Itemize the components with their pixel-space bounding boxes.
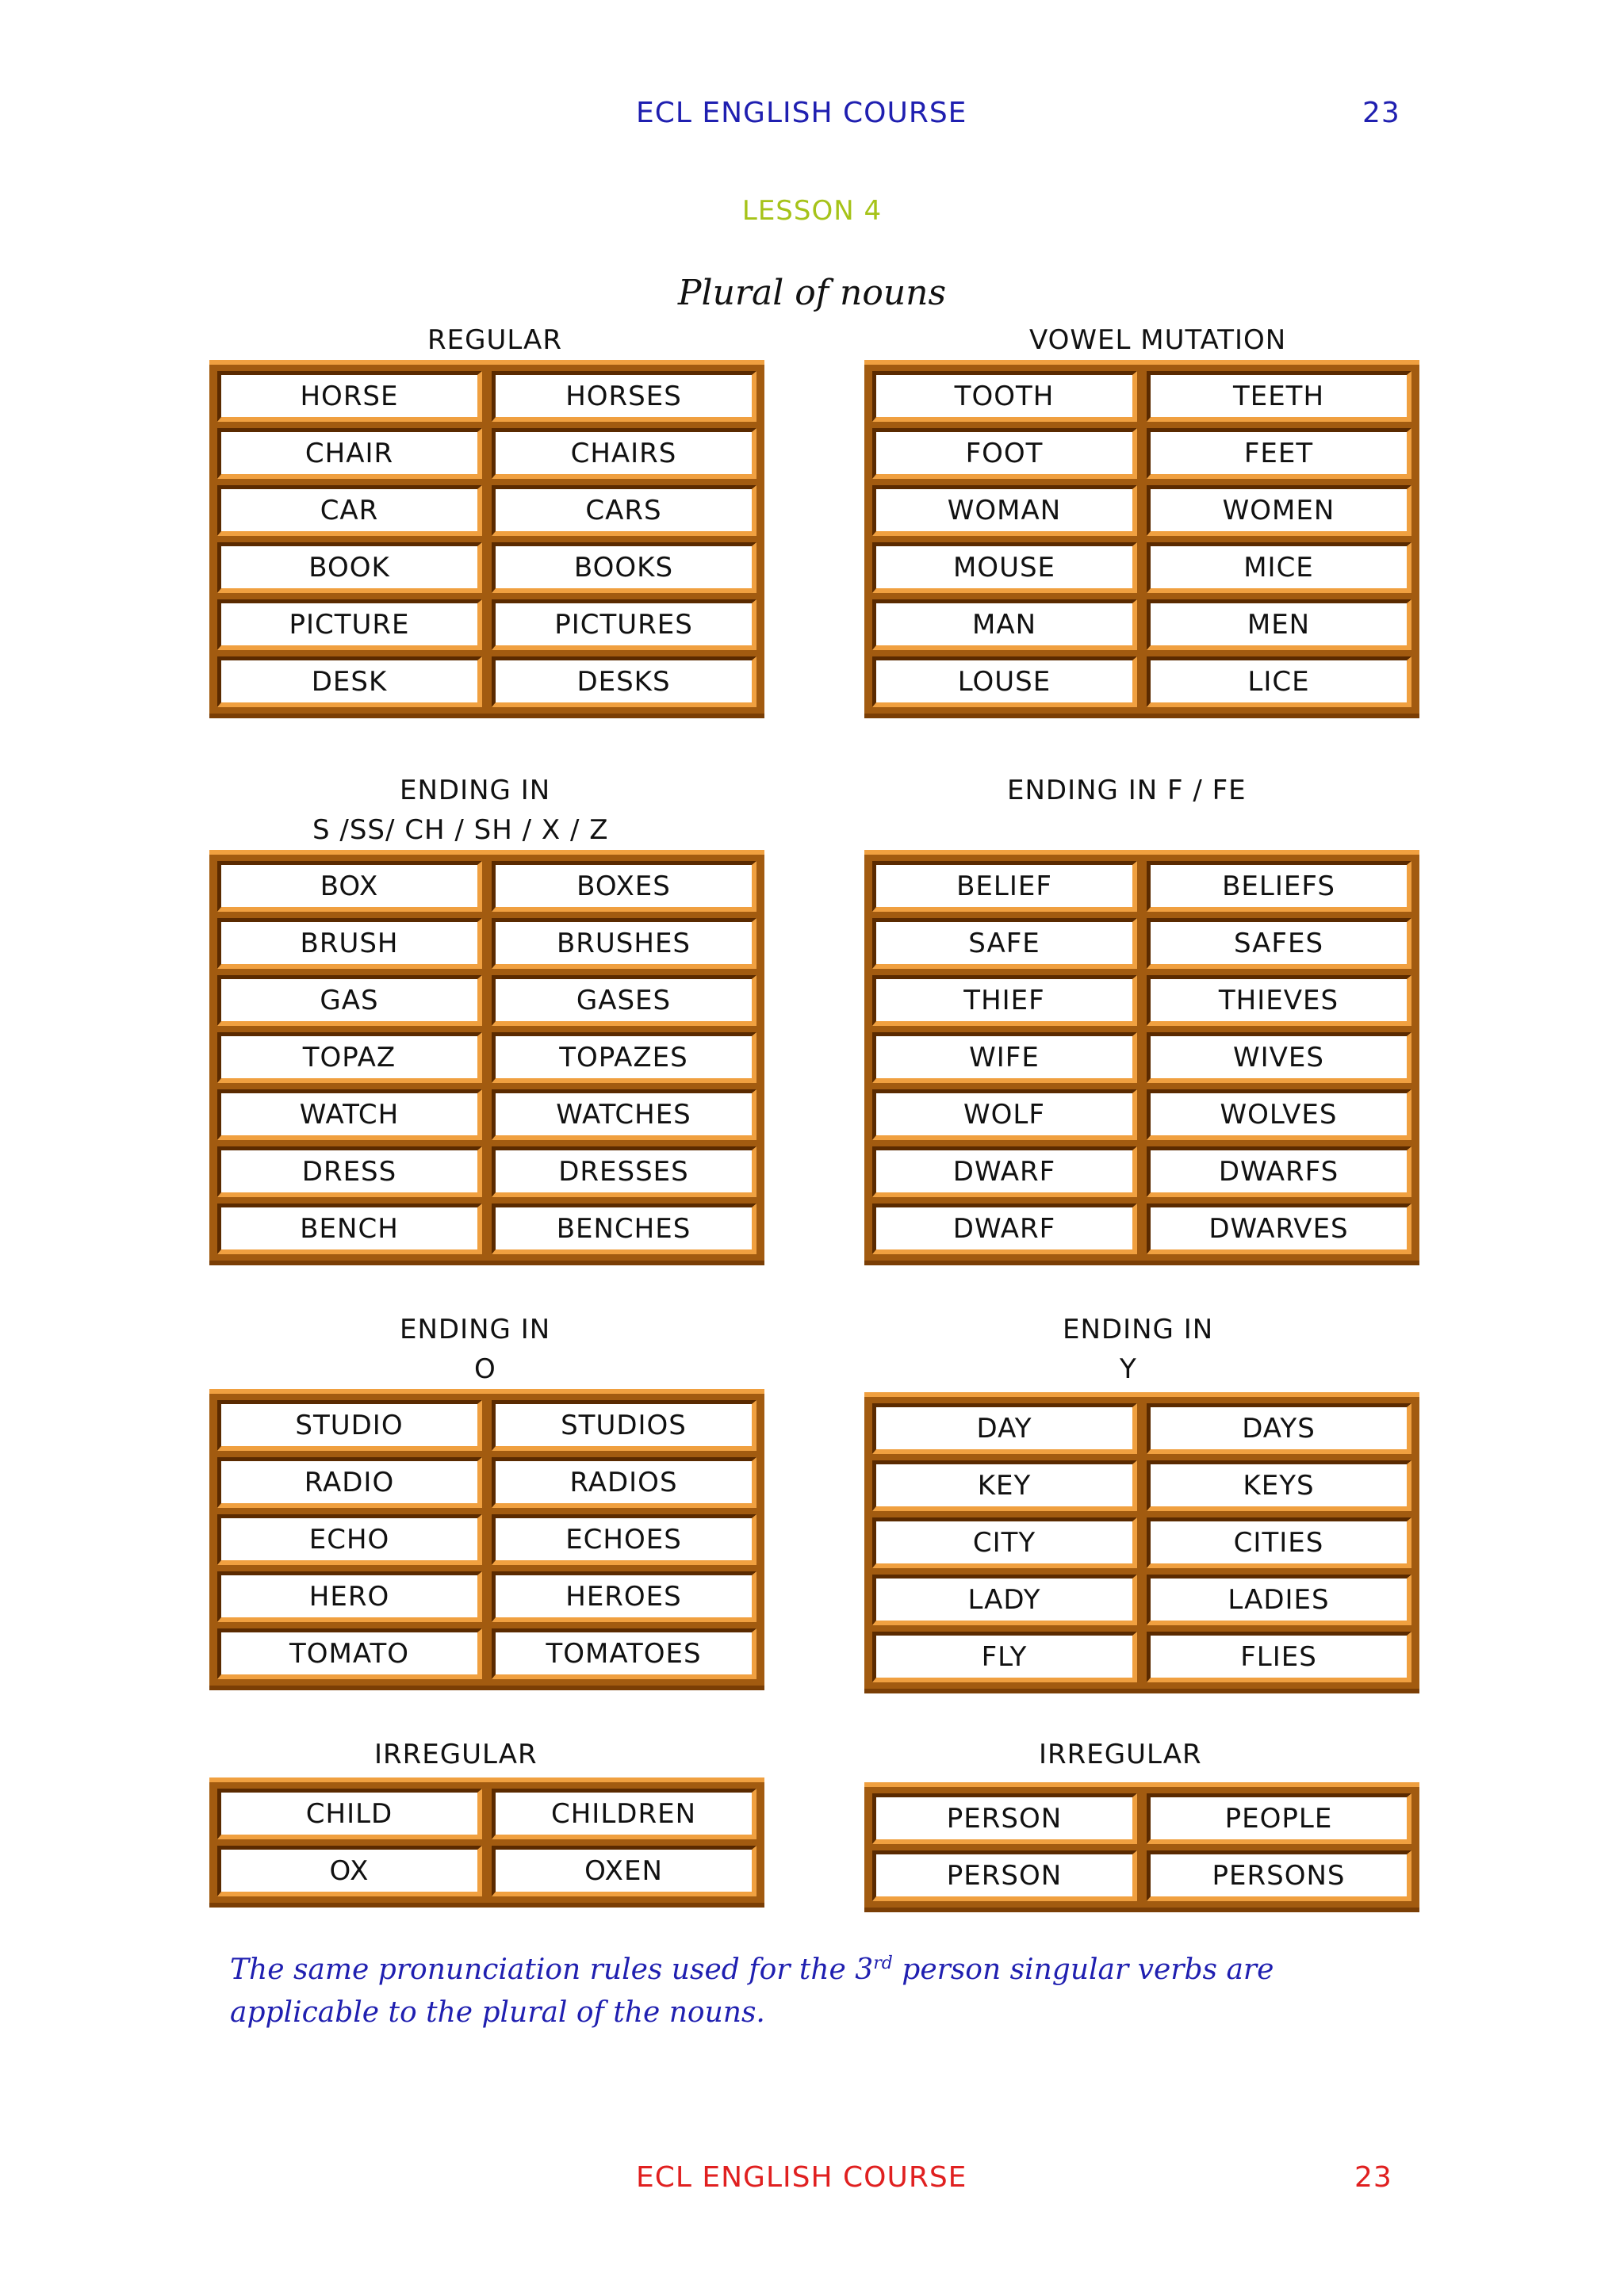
- singular-cell: WOMAN: [872, 485, 1137, 536]
- plural-cell: TOPAZES: [492, 1032, 756, 1083]
- table-row: [872, 1203, 1411, 1254]
- section-heading: REGULAR: [427, 324, 562, 356]
- plural-cell: DESKS: [492, 656, 756, 707]
- singular-cell: DRESS: [217, 1146, 482, 1197]
- plural-cell: ECHOES: [492, 1514, 756, 1565]
- plural-cell: GASES: [492, 975, 756, 1026]
- singular-cell: HORSE: [217, 371, 482, 422]
- plural-cell: PEOPLE: [1147, 1793, 1411, 1844]
- singular-cell: GAS: [217, 975, 482, 1026]
- plural-cell: THIEVES: [1147, 975, 1411, 1026]
- table-row: [217, 428, 756, 479]
- table-row: [872, 1575, 1411, 1625]
- singular-cell: TOOTH: [872, 371, 1137, 422]
- singular-cell: LADY: [872, 1575, 1137, 1625]
- word-table: [209, 360, 764, 718]
- plural-cell: FLIES: [1147, 1632, 1411, 1682]
- singular-cell: STUDIO: [217, 1400, 482, 1451]
- table-row: [872, 861, 1411, 912]
- section-regular: [209, 320, 764, 718]
- plural-cell: CHAIRS: [492, 428, 756, 479]
- plural-cell: BOXES: [492, 861, 756, 912]
- table-row: [217, 918, 756, 969]
- section-subheading: S /SS/ CH / SH / X / Z: [312, 814, 609, 846]
- singular-cell: HERO: [217, 1571, 482, 1622]
- table-row: [872, 1632, 1411, 1682]
- plural-cell: PERSONS: [1147, 1850, 1411, 1901]
- plural-cell: BENCHES: [492, 1203, 756, 1254]
- table-row: [217, 1789, 756, 1839]
- singular-cell: ECHO: [217, 1514, 482, 1565]
- singular-cell: CAR: [217, 485, 482, 536]
- table-row: [872, 542, 1411, 593]
- table-row: [872, 1793, 1411, 1844]
- table-row: [872, 1032, 1411, 1083]
- section-subheading: O: [474, 1353, 496, 1385]
- table-row: [217, 1571, 756, 1622]
- plural-cell: LADIES: [1147, 1575, 1411, 1625]
- table-row: [217, 975, 756, 1026]
- section-ending-sibilant: [209, 771, 764, 1265]
- word-table: [864, 360, 1419, 718]
- section-ending-y: [864, 1310, 1419, 1693]
- table-row: [872, 656, 1411, 707]
- table-row: [872, 975, 1411, 1026]
- singular-cell: BOX: [217, 861, 482, 912]
- pronunciation-note: [230, 1942, 1404, 2034]
- plural-cell: SAFES: [1147, 918, 1411, 969]
- table-row: [872, 918, 1411, 969]
- footer-page-number: 23: [1354, 2161, 1392, 2194]
- table-row: [217, 1400, 756, 1451]
- table-row: [217, 599, 756, 650]
- singular-cell: FLY: [872, 1632, 1137, 1682]
- plural-cell: HEROES: [492, 1571, 756, 1622]
- section-ending-o: [209, 1310, 764, 1690]
- singular-cell: DESK: [217, 656, 482, 707]
- section-heading: IRREGULAR: [1039, 1739, 1202, 1770]
- table-row: [872, 1403, 1411, 1454]
- plural-cell: DWARFS: [1147, 1146, 1411, 1197]
- singular-cell: THIEF: [872, 975, 1137, 1026]
- singular-cell: LOUSE: [872, 656, 1137, 707]
- singular-cell: DAY: [872, 1403, 1137, 1454]
- plural-cell: BELIEFS: [1147, 861, 1411, 912]
- table-row: [872, 1089, 1411, 1140]
- footer-title: ECL ENGLISH COURSE: [636, 2161, 967, 2194]
- section-vowel-mutation: [864, 320, 1419, 718]
- singular-cell: TOMATO: [217, 1628, 482, 1679]
- plural-cell: RADIOS: [492, 1457, 756, 1508]
- note-text-start: The same pronunciation rules used for the 3: [230, 1954, 874, 1986]
- singular-cell: MOUSE: [872, 542, 1137, 593]
- section-heading: IRREGULAR: [374, 1739, 538, 1770]
- table-row: [872, 1517, 1411, 1568]
- plural-cell: DWARVES: [1147, 1203, 1411, 1254]
- singular-cell: PICTURE: [217, 599, 482, 650]
- singular-cell: CHAIR: [217, 428, 482, 479]
- plural-cell: LICE: [1147, 656, 1411, 707]
- word-table: [864, 850, 1419, 1265]
- word-table: [209, 1389, 764, 1690]
- section-irregular-2: [864, 1735, 1419, 1912]
- singular-cell: CITY: [872, 1517, 1137, 1568]
- section-ending-f-fe: [864, 771, 1419, 1265]
- plural-cell: STUDIOS: [492, 1400, 756, 1451]
- section-heading: ENDING IN: [1063, 1314, 1214, 1345]
- singular-cell: DWARF: [872, 1203, 1137, 1254]
- plural-cell: KEYS: [1147, 1460, 1411, 1511]
- singular-cell: BENCH: [217, 1203, 482, 1254]
- table-row: [872, 1850, 1411, 1901]
- table-row: [217, 656, 756, 707]
- plural-cell: MEN: [1147, 599, 1411, 650]
- table-row: [217, 1203, 756, 1254]
- plural-cell: BOOKS: [492, 542, 756, 593]
- plural-cell: OXEN: [492, 1846, 756, 1896]
- table-row: [217, 1032, 756, 1083]
- word-table: [209, 850, 764, 1265]
- plural-cell: TOMATOES: [492, 1628, 756, 1679]
- table-row: [872, 485, 1411, 536]
- plural-cell: WATCHES: [492, 1089, 756, 1140]
- singular-cell: BRUSH: [217, 918, 482, 969]
- page-title: Plural of nouns: [677, 273, 947, 313]
- plural-cell: DRESSES: [492, 1146, 756, 1197]
- singular-cell: WOLF: [872, 1089, 1137, 1140]
- table-row: [217, 542, 756, 593]
- singular-cell: BELIEF: [872, 861, 1137, 912]
- table-row: [217, 1457, 756, 1508]
- section-heading: VOWEL MUTATION: [1029, 324, 1287, 356]
- table-row: [872, 1460, 1411, 1511]
- word-table: [864, 1782, 1419, 1912]
- table-row: [217, 1628, 756, 1679]
- section-heading: ENDING IN: [400, 1314, 551, 1345]
- table-row: [217, 1146, 756, 1197]
- plural-cell: BRUSHES: [492, 918, 756, 969]
- plural-cell: PICTURES: [492, 599, 756, 650]
- plural-cell: DAYS: [1147, 1403, 1411, 1454]
- singular-cell: FOOT: [872, 428, 1137, 479]
- section-heading: ENDING IN F / FE: [1007, 775, 1247, 806]
- table-row: [217, 861, 756, 912]
- section-irregular-1: [209, 1735, 764, 1908]
- singular-cell: RADIO: [217, 1457, 482, 1508]
- singular-cell: TOPAZ: [217, 1032, 482, 1083]
- section-heading: ENDING IN: [400, 775, 551, 806]
- singular-cell: PERSON: [872, 1850, 1137, 1901]
- word-table: [864, 1392, 1419, 1693]
- plural-cell: FEET: [1147, 428, 1411, 479]
- plural-cell: WIVES: [1147, 1032, 1411, 1083]
- note-superscript: rd: [873, 1954, 893, 1973]
- plural-cell: HORSES: [492, 371, 756, 422]
- note-text-end: person singular verbs are applicable to the plural of the nouns.: [230, 1954, 1274, 2029]
- table-row: [872, 1146, 1411, 1197]
- header-page-number: 23: [1362, 97, 1400, 129]
- singular-cell: WIFE: [872, 1032, 1137, 1083]
- plural-cell: WOLVES: [1147, 1089, 1411, 1140]
- singular-cell: KEY: [872, 1460, 1137, 1511]
- singular-cell: MAN: [872, 599, 1137, 650]
- singular-cell: CHILD: [217, 1789, 482, 1839]
- singular-cell: WATCH: [217, 1089, 482, 1140]
- plural-cell: CARS: [492, 485, 756, 536]
- lesson-label: LESSON 4: [741, 195, 883, 227]
- table-row: [217, 1846, 756, 1896]
- table-row: [872, 599, 1411, 650]
- table-row: [872, 371, 1411, 422]
- plural-cell: WOMEN: [1147, 485, 1411, 536]
- plural-cell: MICE: [1147, 542, 1411, 593]
- table-row: [217, 371, 756, 422]
- table-row: [872, 428, 1411, 479]
- section-subheading: Y: [1120, 1353, 1137, 1385]
- table-row: [217, 485, 756, 536]
- word-table: [209, 1777, 764, 1908]
- plural-cell: CITIES: [1147, 1517, 1411, 1568]
- plural-cell: CHILDREN: [492, 1789, 756, 1839]
- table-row: [217, 1089, 756, 1140]
- singular-cell: BOOK: [217, 542, 482, 593]
- singular-cell: SAFE: [872, 918, 1137, 969]
- header-title: ECL ENGLISH COURSE: [636, 97, 967, 129]
- singular-cell: DWARF: [872, 1146, 1137, 1197]
- singular-cell: OX: [217, 1846, 482, 1896]
- plural-cell: TEETH: [1147, 371, 1411, 422]
- singular-cell: PERSON: [872, 1793, 1137, 1844]
- table-row: [217, 1514, 756, 1565]
